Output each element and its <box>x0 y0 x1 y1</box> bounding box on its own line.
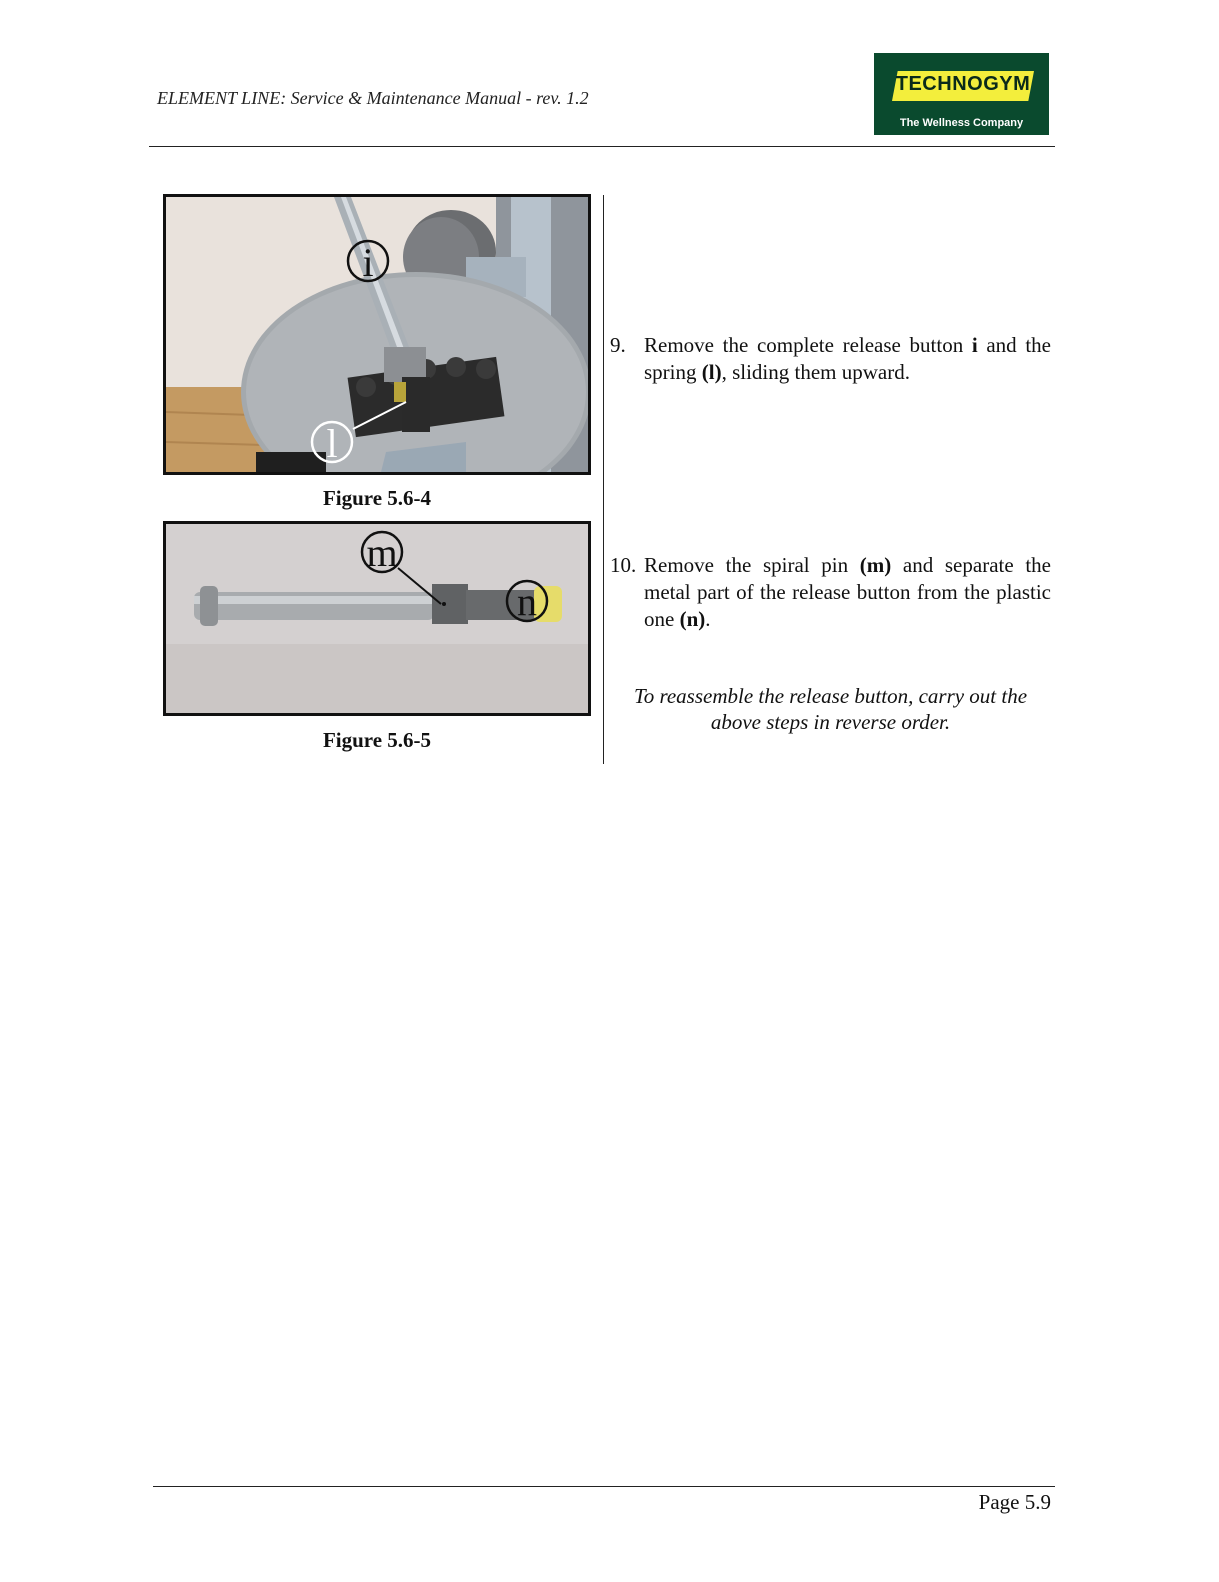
step-9 <box>610 332 1051 386</box>
header-title: ELEMENT LINE: Service & Maintenance Manual - rev. 1.2 <box>157 88 589 108</box>
step-number: 9. <box>610 333 626 357</box>
column-separator <box>603 195 604 764</box>
footer-rule <box>153 1486 1055 1487</box>
callout-i: i <box>362 240 374 285</box>
callout-n: n <box>517 579 537 624</box>
step-number: 10. <box>610 553 637 577</box>
step-text: Remove the complete release button i and the spring (l), sliding them upward. <box>644 333 1051 384</box>
step-text: Remove the spiral pin (m) and separate the metal part of the release button from the plastic one (n). <box>644 553 1051 631</box>
header-rule <box>149 146 1055 147</box>
technogym-logo <box>874 53 1049 135</box>
logo-tagline: The Wellness Company <box>899 117 1024 129</box>
callout-l: l <box>326 421 338 466</box>
logo-wordmark: TECHNOGYM <box>895 73 1031 95</box>
callout-m: m <box>366 530 398 575</box>
figure-photo-release-rod <box>163 521 591 716</box>
page-number: Page 5.9 <box>978 1490 1051 1514</box>
figure-caption: Figure 5.6-4 <box>322 486 432 510</box>
step-10 <box>610 552 1051 633</box>
figure-caption: Figure 5.6-5 <box>322 728 432 752</box>
figure-photo-release-button <box>163 194 591 475</box>
reassembly-note: To reassemble the release button, carry out the above steps in reverse order. <box>633 684 1028 734</box>
